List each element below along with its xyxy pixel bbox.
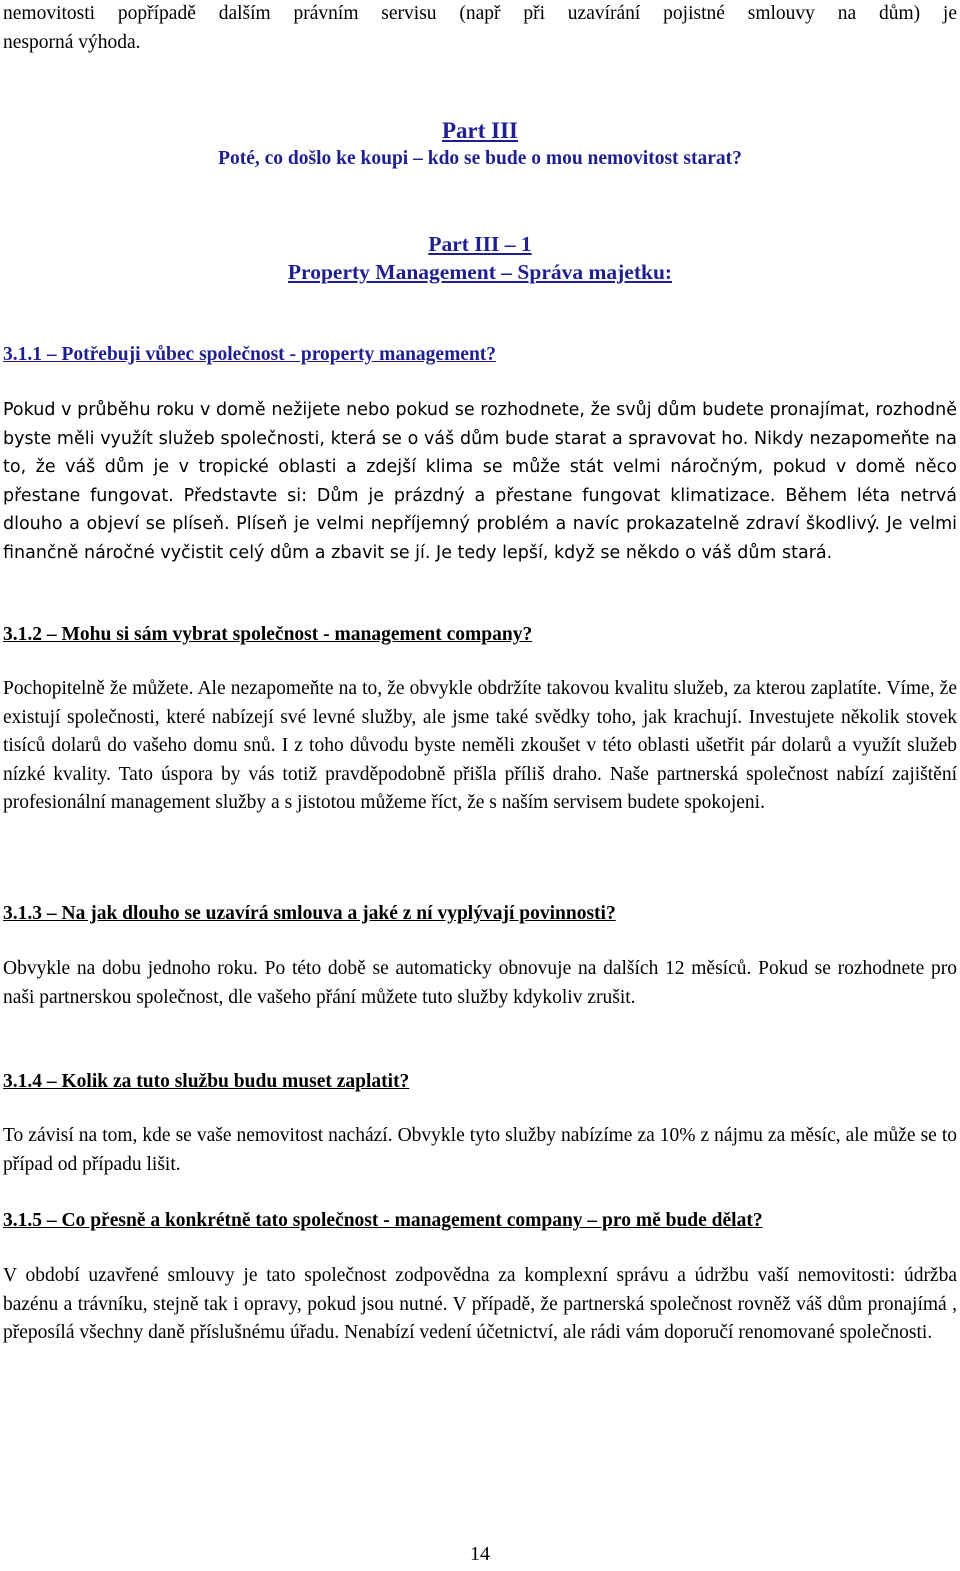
intro-line-2: nesporná výhoda.: [3, 31, 141, 53]
section-body-3-1-1: [3, 396, 957, 567]
section-heading-3-1-5: 3.1.5 – Co přesně a konkrétně tato společnost - management company – pro mě bude dělat?: [3, 1210, 763, 1231]
intro-line-1: nemovitosti popřípadě dalším právním servisu (např při uzavírání pojistné smlouvy na dům) je: [3, 3, 957, 24]
section-heading-3-1-4: 3.1.4 – Kolik za tuto službu budu muset zaplatit?: [3, 1071, 410, 1092]
section-body-3-1-3: [3, 955, 957, 1012]
part-subtitle: Poté, co došlo ke koupi – kdo se bude o mou nemovitost starat?: [218, 148, 742, 169]
subpart-subtitle: Property Management – Správa majetku:: [287, 260, 673, 284]
intro-paragraph: [3, 0, 957, 57]
section-body-3-1-5: [3, 1262, 957, 1348]
paragraph: Pochopitelně že můžete. Ale nezapomeňte na to, že obvykle obdržíte takovou kvalitu služeb, za kterou zaplatíte. Víme, že existují společnosti, které nabízejí své levné služby, ale jsme také svědky toho, jak krachují. Investujete několik stovek tisíců dolarů do vašeho domu snů. I z toho důvodu byste neměli zkoušet v této oblasti ušetřit pár dolarů a využít služeb nízké kvality. Tato úspora by vás totiž pravděpodobně přišla příliš draho. Naše partnerská společnost nabízí zajištění profesionální management služby a s jistotou můžeme říct, že s naším servisem budete spokojeni.: [3, 678, 957, 813]
subpart-title: Part III – 1: [428, 232, 532, 256]
section-body-3-1-4: [3, 1122, 957, 1179]
section-heading-3-1-1: 3.1.1 – Potřebuji vůbec společnost - property management?: [3, 344, 497, 365]
section-heading-3-1-2: 3.1.2 – Mohu si sám vybrat společnost - management company?: [3, 624, 533, 645]
section-body-3-1-2: [3, 675, 957, 818]
part-title: Part III: [441, 118, 519, 143]
paragraph: Obvykle na dobu jednoho roku. Po této době se automaticky obnovuje na dalších 12 měsíců. Pokud se rozhodnete pro naši partnerskou společnost, dle vašeho přání můžete tuto služby kdykoliv zrušit.: [3, 958, 957, 1008]
paragraph: Pokud v průběhu roku v domě nežijete nebo pokud se rozhodnete, že svůj dům budete pronajímat, rozhodně byste měli využít služeb společnosti, která se o váš dům bude starat a spravovat ho. Nikdy nezapomeňte na to, že váš dům je v tropické oblasti a zdejší klima se může stát velmi náročným, pokud v domě něco přestane fungovat. Představte si: Dům je prázdný a přestane fungovat klimatizace. Během léta netrvá dlouho a objeví se plíseň. Plíseň je velmi nepříjemný problém a navíc prokazatelně zdraví škodlivý. Je velmi finančně náročné vyčistit celý dům a zbavit se jí. Je tedy lepší, když se někdo o váš dům stará.: [3, 400, 957, 563]
page-number: 14: [470, 1543, 490, 1565]
paragraph: To závisí na tom, kde se vaše nemovitost nachází. Obvykle tyto služby nabízíme za 10% z nájmu za měsíc, ale může se to případ od případu lišit.: [3, 1125, 957, 1175]
paragraph: V období uzavřené smlouvy je tato společnost zodpovědna za komplexní správu a údržbu vaší nemovitosti: údržba bazénu a trávníku, stejně tak i opravy, pokud jsou nutné. V případě, že partnerská společnost rovněž váš dům pronajímá , přeposílá všechny daně příslušnému úřadu. Nenabízí vedení účetnictví, ale rádi vám doporučí renomované společnosti.: [3, 1265, 957, 1343]
section-heading-3-1-3: 3.1.3 – Na jak dlouho se uzavírá smlouva a jaké z ní vyplývají povinnosti?: [3, 903, 616, 924]
